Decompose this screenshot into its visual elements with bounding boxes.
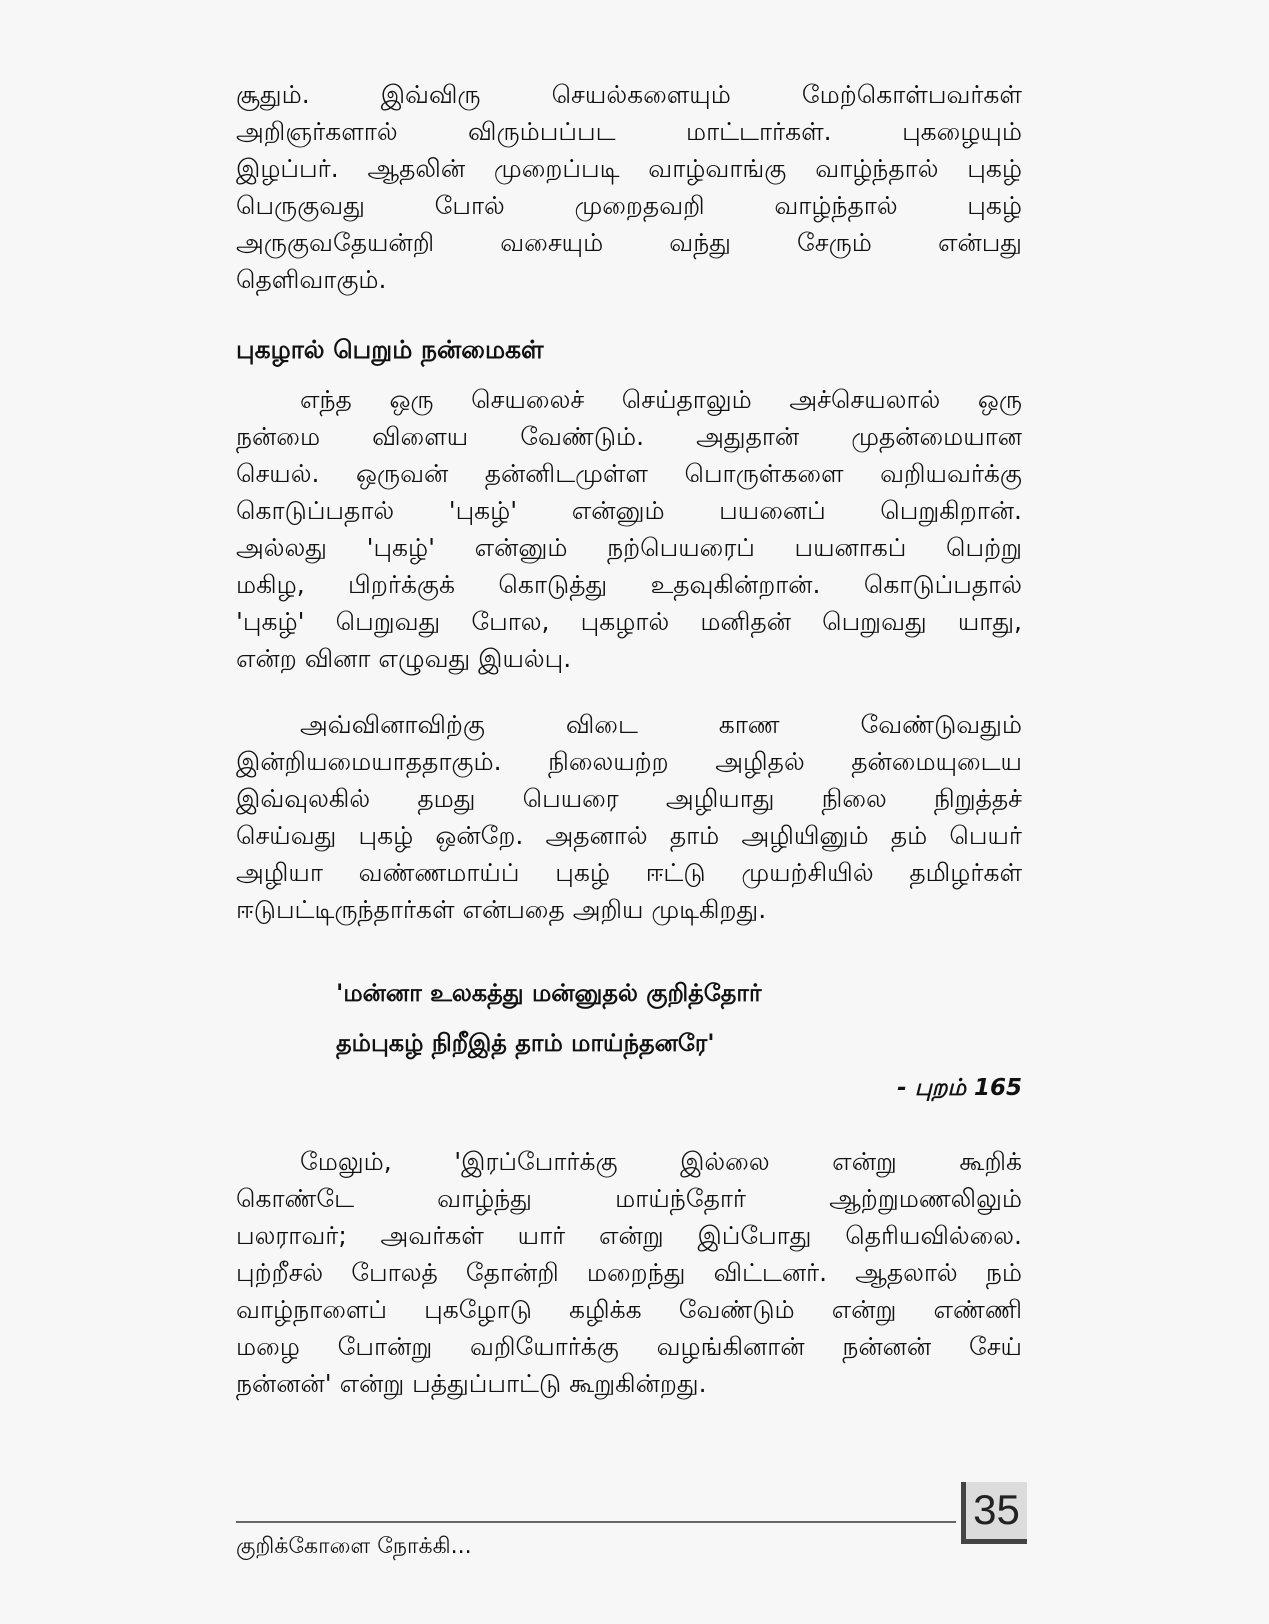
text-line: நன்னன்' என்று பத்துப்பாட்டு கூறுகின்றது.	[236, 1369, 707, 1398]
text-line: செயல். ஒருவன் தன்னிடமுள்ள பொருள்களை வறியவர்க்கு	[236, 459, 1022, 488]
text-line: எந்த ஒரு செயலைச் செய்தாலும் அச்செயலால் ஒரு	[300, 385, 1022, 414]
text-line: இவ்வுலகில் தமது பெயரை அழியாது நிலை நிறுத்தச்	[236, 784, 1022, 813]
text-line: அல்லது 'புகழ்' என்னும் நற்பெயரைப் பயனாகப் பெற்று	[236, 533, 1022, 562]
text-line: கொடுப்பதால் 'புகழ்' என்னும் பயனைப் பெறுகிறான்.	[236, 496, 1022, 525]
paragraph-4	[236, 1143, 1022, 1402]
text-line: என்ற வினா எழுவது இயல்பு.	[236, 644, 572, 673]
text-line: இன்றியமையாததாகும். நிலையற்ற அழிதல் தன்மையுடைய	[236, 747, 1022, 776]
paragraph-2	[236, 381, 1022, 677]
text-line: சூதும். இவ்விரு செயல்களையும் மேற்கொள்பவர்கள்	[236, 80, 1022, 109]
footer-divider	[236, 1521, 956, 1523]
verse-line: 'மன்னா உலகத்து மன்னுதல் குறித்தோர்	[336, 979, 762, 1007]
book-title-footer: குறிக்கோளை நோக்கி...	[236, 1534, 472, 1559]
page-number: 35	[961, 1482, 1027, 1544]
text-line: அருகுவதேயன்றி வசையும் வந்து சேரும் என்பது	[236, 228, 1022, 257]
text-line: புற்றீசல் போலத் தோன்றி மறைந்து விட்டனர். ஆதலால் நம்	[236, 1258, 1022, 1287]
text-line: மகிழ, பிறர்க்குக் கொடுத்து உதவுகின்றான். கொடுப்பதால்	[236, 570, 1022, 599]
text-line: 'புகழ்' பெறுவது போல, புகழால் மனிதன் பெறுவது யாது,	[236, 607, 1022, 636]
section-heading: புகழால் பெறும் நன்மைகள்	[236, 335, 544, 364]
text-line: தெளிவாகும்.	[236, 265, 387, 294]
text-line: செய்வது புகழ் ஒன்றே. அதனால் தாம் அழியினும் தம் பெயர்	[236, 821, 1022, 850]
text-line: இழப்பர். ஆதலின் முறைப்படி வாழ்வாங்கு வாழ்ந்தால் புகழ்	[236, 154, 1022, 183]
text-line: அழியா வண்ணமாய்ப் புகழ் ஈட்டு முயற்சியில் தமிழர்கள்	[236, 858, 1022, 887]
paragraph-3	[236, 706, 1022, 928]
text-line: கொண்டே வாழ்ந்து மாய்ந்தோர் ஆற்றுமணலிலும்	[236, 1184, 1022, 1213]
quote-source: - புறம் 165	[897, 1075, 1022, 1101]
text-line: பலராவர்; அவர்கள் யார் என்று இப்போது தெரியவில்லை.	[236, 1221, 1022, 1250]
text-line: ஈடுபட்டிருந்தார்கள் என்பதை அறிய முடிகிறது.	[236, 895, 767, 924]
text-line: பெருகுவது போல் முறைதவறி வாழ்ந்தால் புகழ்	[236, 191, 1022, 220]
verse-quote	[336, 968, 936, 1068]
paragraph-1	[236, 76, 1022, 298]
verse-line: தம்புகழ் நிறீஇத் தாம் மாய்ந்தனரே'	[336, 1029, 715, 1057]
text-line: அறிஞர்களால் விரும்பப்பட மாட்டார்கள். புகழையும்	[236, 117, 1022, 146]
text-line: வாழ்நாளைப் புகழோடு கழிக்க வேண்டும் என்று எண்ணி	[236, 1295, 1022, 1324]
text-line: அவ்வினாவிற்கு விடை காண வேண்டுவதும்	[300, 710, 1022, 739]
text-line: நன்மை விளைய வேண்டும். அதுதான் முதன்மையான	[236, 422, 1022, 451]
text-line: மேலும், 'இரப்போர்க்கு இல்லை என்று கூறிக்	[300, 1147, 1022, 1176]
text-line: மழை போன்று வறியோர்க்கு வழங்கினான் நன்னன் சேய்	[236, 1332, 1022, 1361]
